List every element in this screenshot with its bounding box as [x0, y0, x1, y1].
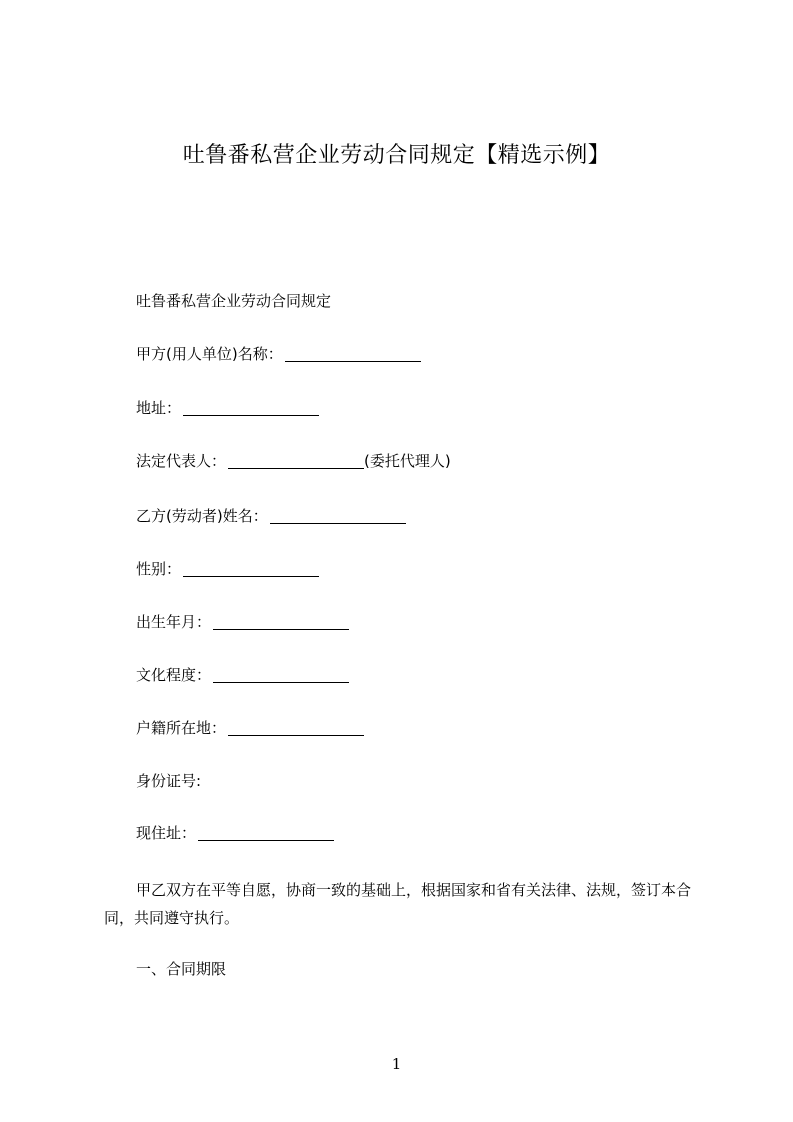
- household-field: [136, 717, 364, 739]
- birth-blank: [213, 614, 349, 630]
- current-address-label: 现住址：: [136, 824, 197, 842]
- page-number: 1: [391, 1055, 402, 1073]
- household-blank: [228, 720, 364, 736]
- employee-name-blank: [270, 508, 406, 524]
- household-label: 户籍所在地：: [136, 719, 227, 737]
- gender-label: 性别：: [136, 560, 182, 578]
- birth-label: 出生年月：: [136, 613, 212, 631]
- gender-blank: [183, 561, 319, 577]
- id-label: 身份证号:: [136, 772, 202, 790]
- employer-name-label: 甲方(用人单位)名称：: [136, 345, 283, 363]
- legal-rep-field: [136, 450, 451, 472]
- legal-rep-label: 法定代表人：: [136, 452, 227, 470]
- current-address-blank: [198, 825, 334, 841]
- employer-name-blank: [285, 346, 421, 362]
- employee-name-label: 乙方(劳动者)姓名：: [136, 507, 268, 525]
- employee-name-field: [136, 505, 406, 527]
- gender-field: [136, 558, 319, 580]
- document-title: 吐鲁番私营企业劳动合同规定【精选示例】: [182, 143, 611, 168]
- legal-rep-suffix: (委托代理人): [364, 452, 451, 470]
- legal-rep-blank: [228, 453, 364, 469]
- address-label: 地址：: [136, 399, 182, 417]
- section-heading-term: 一、合同期限: [136, 960, 227, 978]
- id-field: [136, 770, 201, 792]
- education-field: [136, 664, 349, 686]
- birth-field: [136, 611, 349, 633]
- agreement-paragraph: 甲乙双方在平等自愿，协商一致的基础上，根据国家和省有关法律、法规，签订本合同，共同遵守执行。: [104, 881, 692, 927]
- document-subtitle: 吐鲁番私营企业劳动合同规定: [136, 292, 332, 310]
- employer-name-field: [136, 343, 421, 365]
- education-blank: [213, 667, 349, 683]
- address-blank: [183, 400, 319, 416]
- current-address-field: [136, 822, 334, 844]
- address-field: [136, 397, 319, 419]
- education-label: 文化程度：: [136, 666, 212, 684]
